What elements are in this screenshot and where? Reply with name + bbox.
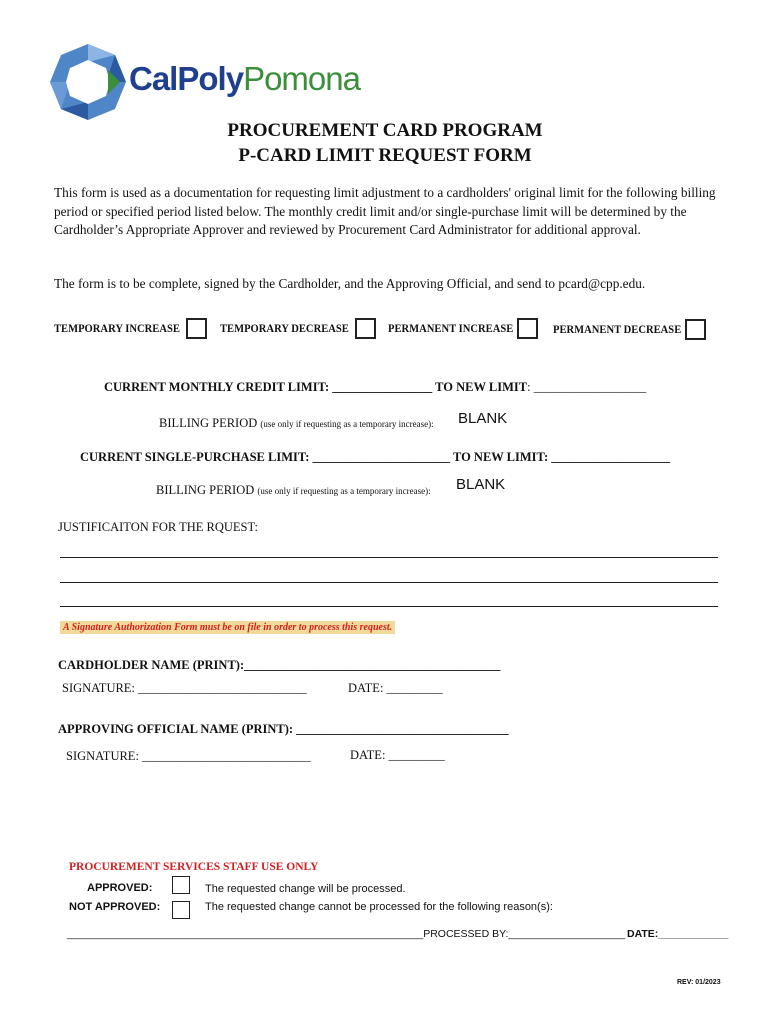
octagon-logo-icon — [48, 42, 128, 122]
form-title-line2: P-CARD LIMIT REQUEST FORM — [238, 145, 532, 166]
signature-authorization-notice: A Signature Authorization Form must be on file in order to process this request. — [60, 621, 395, 634]
not-approved-checkbox[interactable] — [172, 901, 190, 919]
processed-by-field[interactable]: _____________________________________________________________PROCESSED BY:____________________ — [67, 928, 626, 940]
approved-text: The requested change will be processed. — [205, 883, 406, 895]
monthly-billing-period — [159, 416, 434, 431]
cardholder-signature-field[interactable]: SIGNATURE: ___________________________ — [62, 681, 307, 695]
not-approved-text: The requested change cannot be processed for the following reason(s): — [205, 901, 553, 913]
permanent-decrease-checkbox[interactable] — [685, 319, 706, 340]
cal-poly-pomona-logo — [48, 42, 128, 122]
single-purchase-limit-line[interactable]: CURRENT SINGLE-PURCHASE LIMIT: ______________________ TO NEW LIMIT: ___________________ — [80, 450, 670, 464]
form-title-line1: PROCUREMENT CARD PROGRAM — [227, 120, 543, 141]
monthly-limit-line[interactable] — [104, 380, 646, 395]
justification-line-2[interactable] — [60, 582, 718, 583]
staff-date-field[interactable]: DATE:____________ — [627, 928, 729, 940]
logo-wordmark — [129, 60, 360, 98]
single-billing-note: (use only if requesting as a temporary increase): — [257, 486, 431, 496]
justification-line-1[interactable] — [60, 557, 718, 558]
temporary-increase-checkbox[interactable] — [186, 318, 207, 339]
revision-label: REV: 01/2023 — [677, 979, 721, 986]
approved-checkbox[interactable] — [172, 876, 190, 894]
monthly-limit-label: CURRENT MONTHLY CREDIT LIMIT: ________________ TO NEW LIMIT — [104, 380, 528, 394]
single-billing-label: BILLING PERIOD — [156, 483, 255, 497]
justification-label: JUSTIFICAITON FOR THE RQUEST: — [58, 520, 258, 534]
intro-paragraph: This form is used as a documentation for requesting limit adjustment to a cardholders' original limit for the following billing period or specified period listed below. The monthly credit limit and/or single-purchase limit will be determined by the Cardholder’s Appropriate Approver and reviewed by Procurement Card Administrator for additional approval. — [54, 185, 716, 237]
approver-date-field[interactable]: DATE: _________ — [350, 748, 445, 762]
option-temporary-decrease-label: TEMPORARY DECREASE — [220, 323, 349, 335]
logo-part-pomona: Pomona — [243, 60, 360, 97]
approver-name-field[interactable]: APPROVING OFFICIAL NAME (PRINT): __________________________________ — [58, 722, 509, 736]
cardholder-name-field[interactable]: CARDHOLDER NAME (PRINT):_________________________________________ — [58, 658, 501, 672]
option-permanent-increase-label: PERMANENT INCREASE — [388, 323, 514, 335]
approved-label: APPROVED: — [87, 882, 153, 894]
single-billing-period — [156, 483, 431, 498]
monthly-billing-note: (use only if requesting as a temporary increase): — [260, 419, 434, 429]
instructions-paragraph: The form is to be complete, signed by the Cardholder, and the Approving Official, and send to pcard@cpp.edu. — [54, 276, 646, 291]
permanent-increase-checkbox[interactable] — [517, 318, 538, 339]
logo-part-poly: Poly — [177, 60, 244, 97]
cardholder-date-field[interactable]: DATE: _________ — [348, 681, 443, 695]
monthly-billing-value[interactable]: BLANK — [458, 410, 508, 427]
approver-signature-field[interactable]: SIGNATURE: ___________________________ — [66, 749, 311, 763]
not-approved-label: NOT APPROVED: — [69, 901, 161, 913]
option-permanent-decrease-label: PERMANENT DECREASE — [553, 324, 682, 336]
monthly-new-limit-field[interactable]: : __________________ — [527, 380, 647, 394]
temporary-decrease-checkbox[interactable] — [355, 318, 376, 339]
justification-line-3[interactable] — [60, 606, 718, 607]
staff-use-header: PROCUREMENT SERVICES STAFF USE ONLY — [69, 861, 319, 873]
logo-part-cal: Cal — [129, 60, 178, 97]
monthly-billing-label: BILLING PERIOD — [159, 416, 258, 430]
option-temporary-increase-label: TEMPORARY INCREASE — [54, 323, 180, 335]
single-billing-value[interactable]: BLANK — [456, 476, 506, 493]
